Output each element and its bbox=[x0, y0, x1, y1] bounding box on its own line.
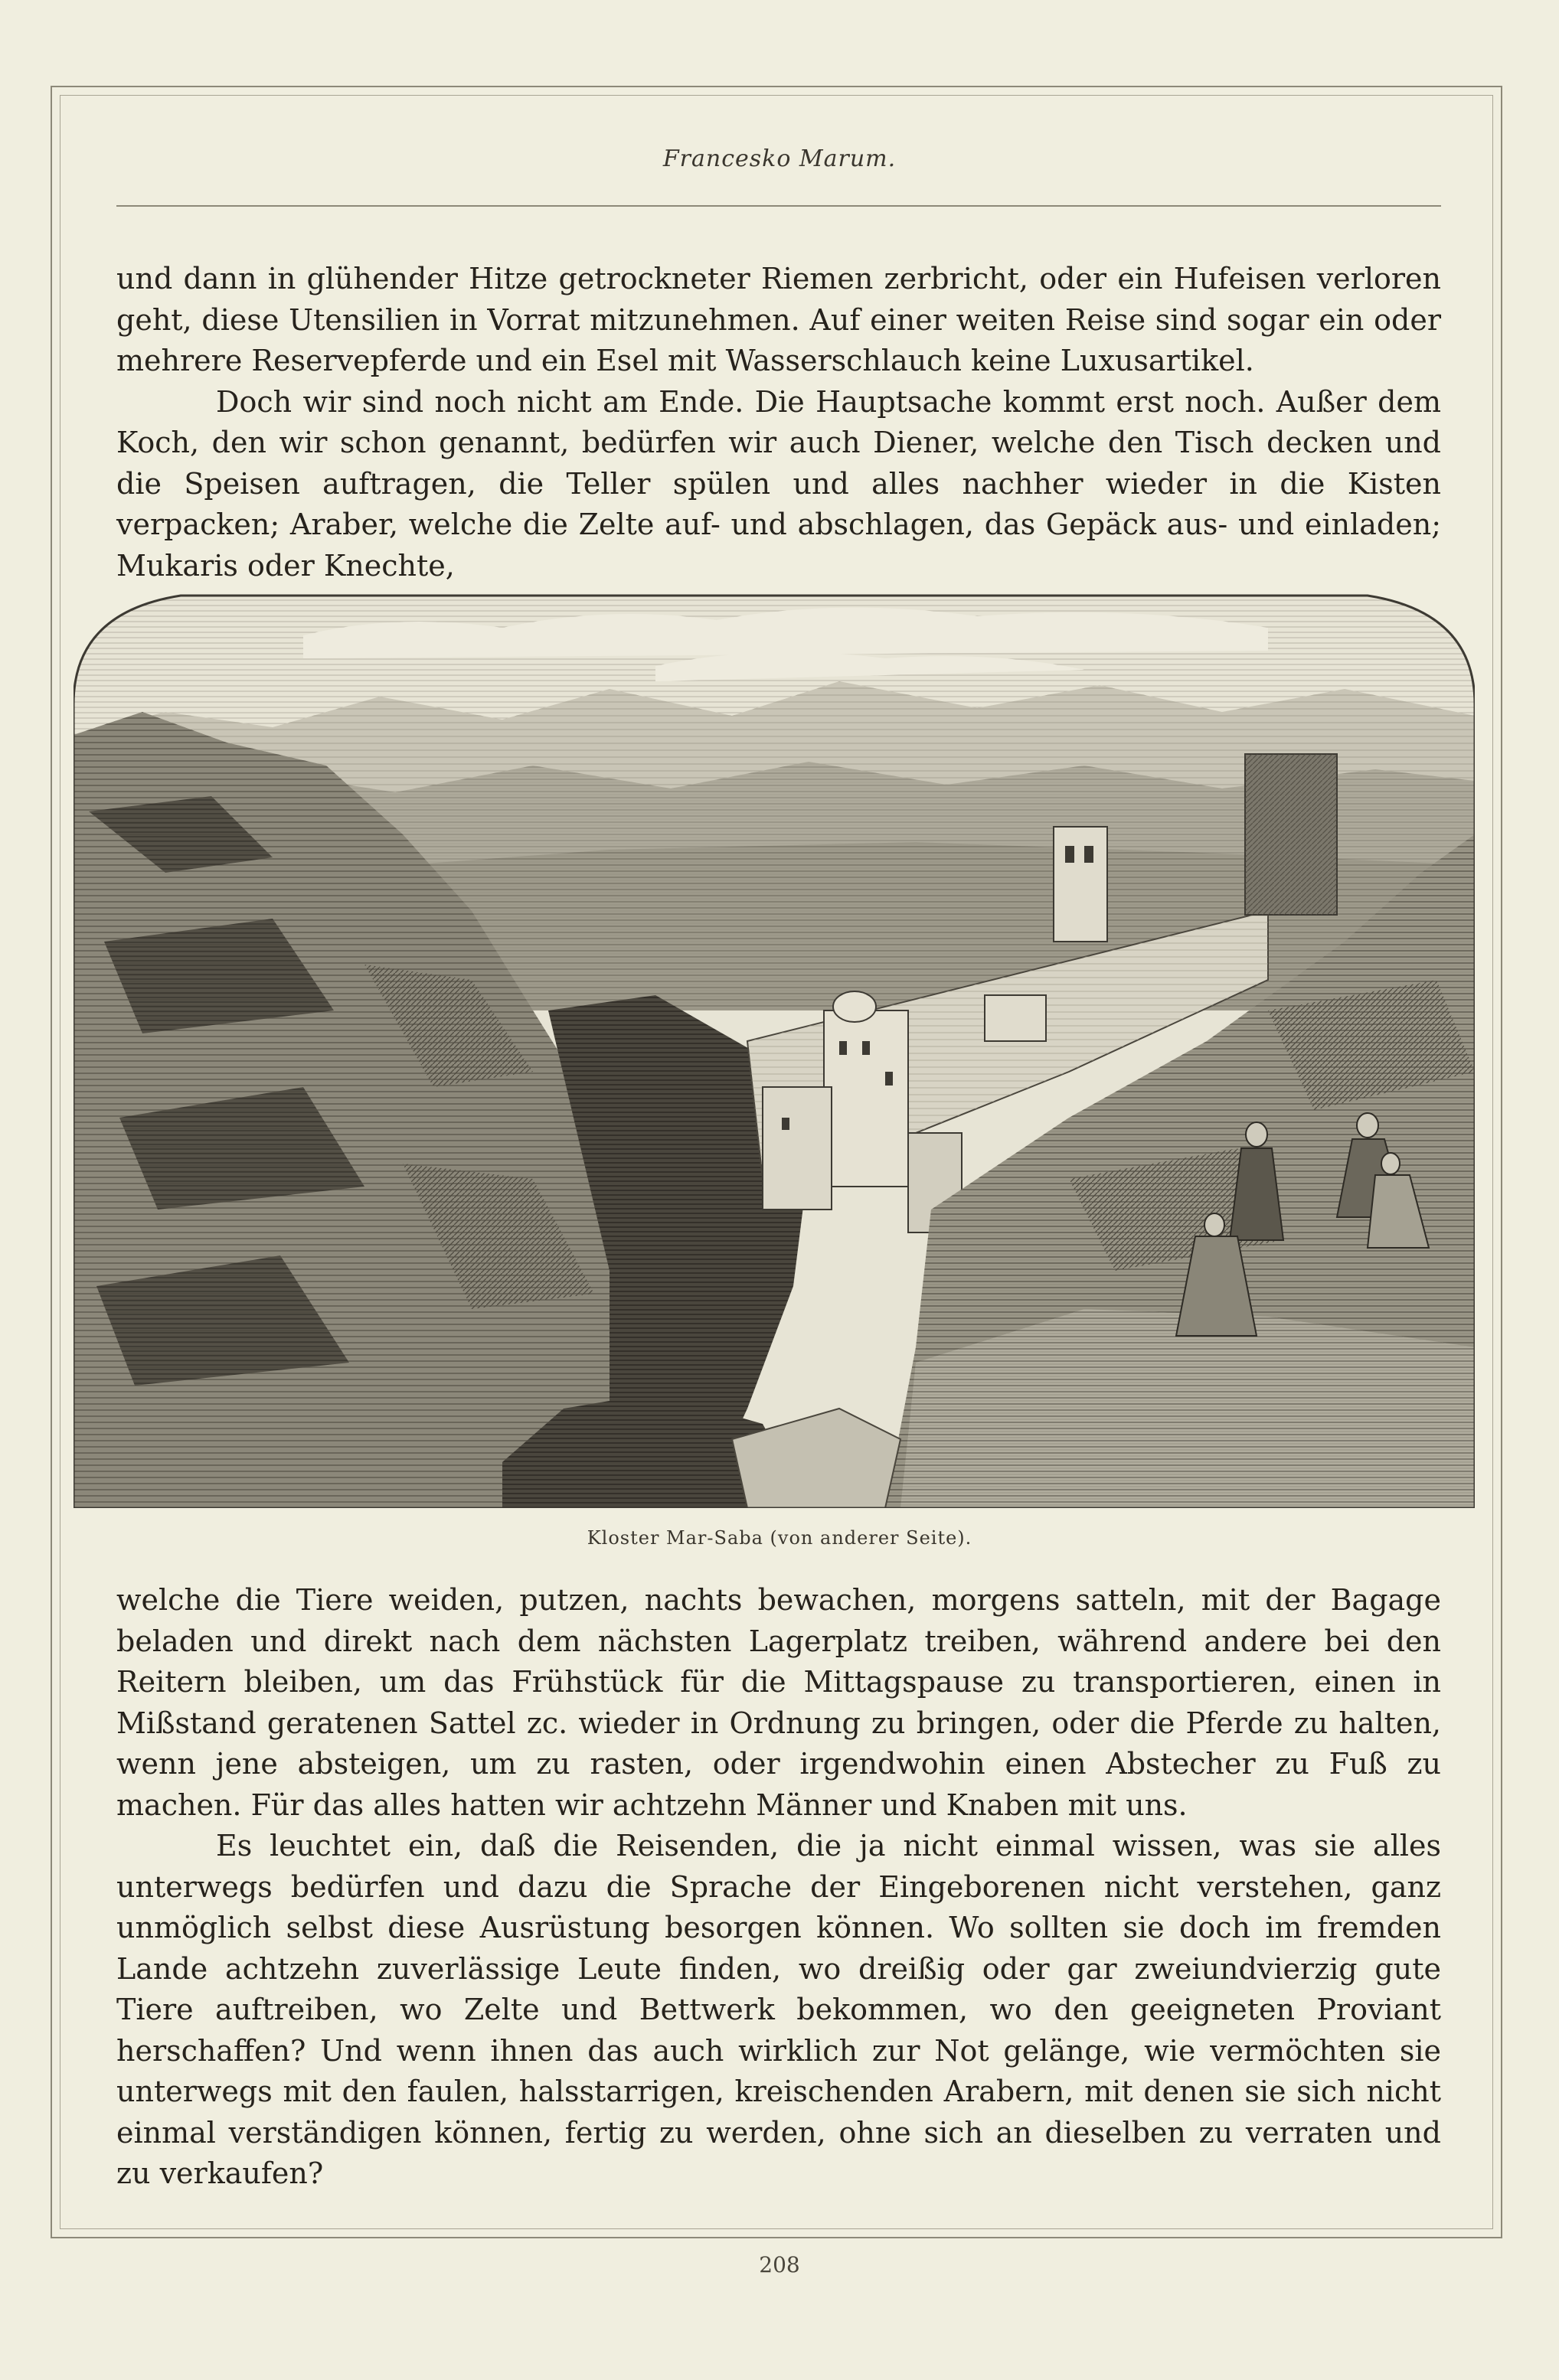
body-text-bottom bbox=[116, 1580, 1441, 2195]
paragraph: Es leuchtet ein, daß die Reisenden, die ja nicht einmal wissen, was sie alles unterwegs bedürfen und dazu die Sprache der Eingeborenen nicht verstehen, ganz unmöglich selbst diese Ausrüstung besorgen können. Wo sollten sie doch im fremden Lande achtzehn zuverlässige Leute finden, wo dreißig oder gar zweiundvierzig gute Tiere auftreiben, wo Zelte und Bettwerk bekommen, wo den geeigneten Proviant herschaffen? Und wenn ihnen das auch wirklich zur Not gelänge, wie vermöchten sie unterwegs mit den faulen, halsstarrigen, kreischenden Arabern, mit denen sie sich nicht einmal verständigen können, fertig zu werden, ohne sich an dieselben zu verraten und zu verkaufen? bbox=[116, 1829, 1441, 2190]
figure-caption: Kloster Mar-Saba (von anderer Seite). bbox=[587, 1527, 972, 1549]
paragraph: welche die Tiere weiden, putzen, nachts bewachen, morgens satteln, mit der Bagage beladen und direkt nach dem nächsten Lagerplatz treiben, während andere bei den Reitern bleiben, um das Frühstück für die Mittagspause zu transportieren, einen in Mißstand geratenen Sattel zc. wieder in Ordnung zu bringen, oder die Pferde zu halten, wenn jene absteigen, um zu rasten, oder irgendwohin einen Abstecher zu Fuß zu machen. Für das alles hatten wir achtzehn Männer und Knaben mit uns. bbox=[116, 1583, 1441, 1822]
engraving-illustration bbox=[74, 582, 1475, 1508]
body-text-top bbox=[116, 259, 1441, 586]
paragraph: Doch wir sind noch nicht am Ende. Die Hauptsache kommt erst noch. Außer dem Koch, den wir schon genannt, bedürfen wir auch Diener, welche den Tisch decken und die Speisen auftragen, die Teller spülen und alles nachher wieder in die Kisten verpacken; Araber, welche die Zelte auf- und abschlagen, das Gepäck aus- und einladen; Mukaris oder Knechte, bbox=[116, 384, 1441, 583]
paragraph: und dann in glühender Hitze getrockneter Riemen zerbricht, oder ein Hufeisen verloren geht, diese Utensilien in Vorrat mitzunehmen. Auf einer weiten Reise sind sogar ein oder mehrere Reservepferde und ein Esel mit Wasserschlauch keine Luxusartikel. bbox=[116, 262, 1441, 377]
page-number: 208 bbox=[759, 2252, 800, 2277]
running-title: Francesko Marum. bbox=[662, 145, 897, 172]
header-rule bbox=[116, 205, 1441, 207]
